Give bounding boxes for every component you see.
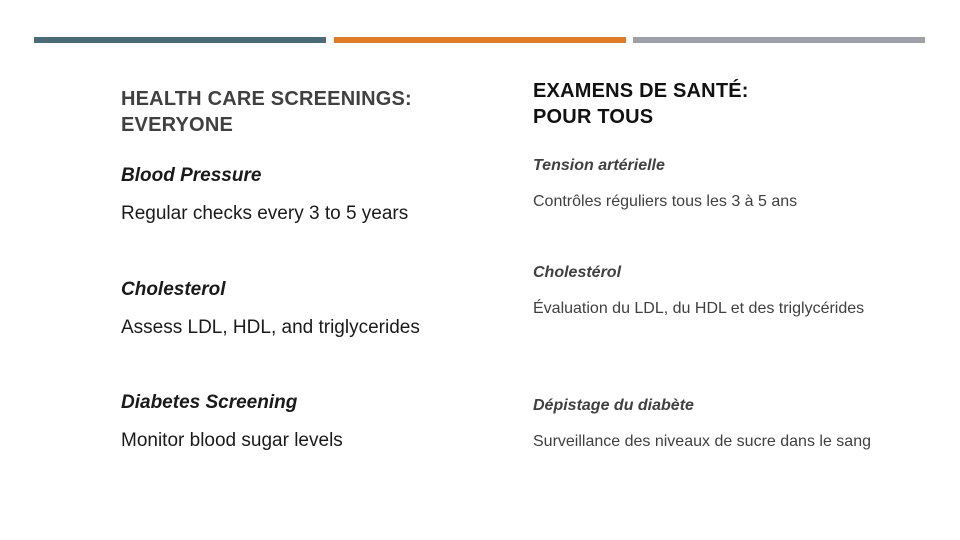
french-item-body: Évaluation du LDL, du HDL et des triglycérides (533, 300, 865, 317)
accent-bar-gray (633, 37, 925, 43)
french-item-body: Surveillance des niveaux de sucre dans le sang (533, 433, 871, 450)
english-item-body: Assess LDL, HDL, and triglycerides (121, 317, 420, 338)
english-item-heading: Cholesterol (121, 279, 226, 300)
english-item-heading: Blood Pressure (121, 165, 262, 186)
accent-bar-orange (334, 37, 626, 43)
french-item-heading: Tension artérielle (533, 157, 665, 174)
english-item-body: Monitor blood sugar levels (121, 430, 343, 451)
accent-bar-teal (34, 37, 326, 43)
french-item-heading: Cholestérol (533, 264, 622, 281)
french-item-heading: Dépistage du diabète (533, 397, 694, 414)
english-item-heading: Diabetes Screening (121, 392, 298, 413)
english-item-body: Regular checks every 3 to 5 years (121, 203, 409, 224)
english-title: HEALTH CARE SCREENINGS: EVERYONE (121, 88, 412, 136)
french-title: EXAMENS DE SANTÉ: POUR TOUS (533, 80, 749, 128)
french-item-body: Contrôles réguliers tous les 3 à 5 ans (533, 193, 798, 210)
